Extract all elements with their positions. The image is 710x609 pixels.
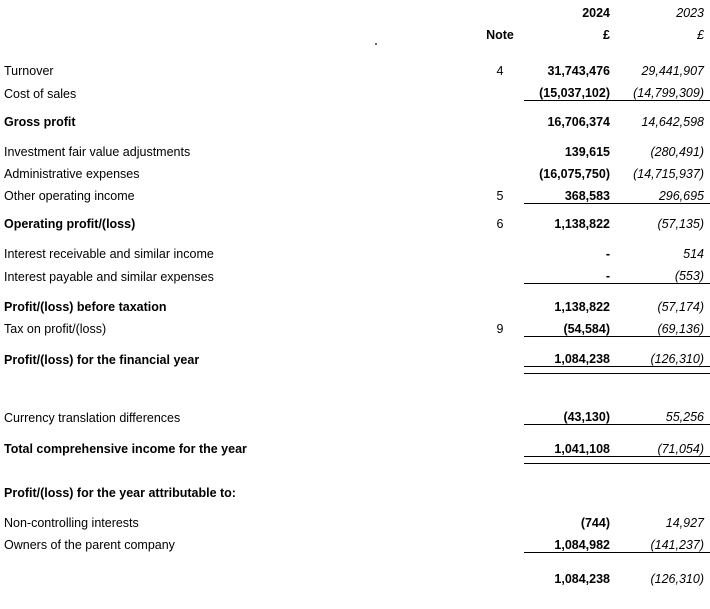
- row-note: [476, 508, 524, 530]
- spacer-row: [0, 42, 710, 56]
- row-value-prior: (553): [674, 269, 704, 283]
- row-note: [476, 564, 524, 586]
- row-value-current: -: [605, 247, 610, 261]
- row-label: Interest payable and similar expenses: [4, 269, 214, 284]
- row-label: Interest receivable and similar income: [4, 247, 214, 261]
- row-note: [476, 239, 524, 261]
- row-label: Profit/(loss) for the year attributable to:: [4, 485, 236, 500]
- row-label: Administrative expenses: [4, 166, 140, 181]
- table-row: [0, 344, 710, 367]
- row-value-prior: (126,310): [650, 572, 704, 586]
- subtotal-rule-row: [0, 425, 710, 434]
- rule-prior: [618, 552, 710, 564]
- row-value-current: 1,084,238: [554, 352, 610, 366]
- table-row: [0, 530, 710, 553]
- spacer-cell: [0, 231, 710, 239]
- row-label: Operating profit/(loss): [4, 217, 136, 231]
- row-note: [476, 292, 524, 314]
- row-value-prior: (126,310): [650, 352, 704, 366]
- rule-blank-note: [476, 367, 524, 374]
- row-value-current: 1,138,822: [554, 299, 610, 314]
- table-row: [0, 137, 710, 159]
- rule-blank-label: [0, 367, 476, 374]
- subtotal-rule-row: [0, 552, 710, 564]
- double-rule-current: [524, 367, 618, 374]
- row-value-current: (43,130): [563, 410, 610, 424]
- row-note: [476, 78, 524, 101]
- rule-blank-label: [0, 552, 476, 564]
- row-value-current: 16,706,374: [547, 114, 610, 129]
- page-artifact-dot: [375, 43, 377, 45]
- table-row: [0, 261, 710, 284]
- row-label: Gross profit: [4, 114, 76, 129]
- total-double-rule-row: [0, 456, 710, 463]
- table-row: [0, 181, 710, 204]
- spacer-row: [0, 374, 710, 403]
- table-row: [0, 239, 710, 261]
- table-row: [0, 56, 710, 78]
- rule-prior: [618, 336, 710, 344]
- row-value-prior: (57,174): [657, 299, 704, 314]
- header-year-prior: 2023: [676, 6, 704, 20]
- rule-blank-label: [0, 284, 476, 292]
- row-value-prior: (57,135): [657, 217, 704, 231]
- spacer-row: [0, 463, 710, 478]
- row-note: [476, 478, 524, 500]
- row-note: 6: [496, 217, 504, 231]
- spacer-cell: [0, 500, 710, 508]
- row-label: Other operating income: [4, 189, 135, 203]
- header-blank-note: [476, 0, 524, 20]
- rule-current: [524, 425, 618, 434]
- rule-current: [524, 284, 618, 292]
- rule-current: [524, 336, 618, 344]
- row-note: [476, 137, 524, 159]
- row-value-prior: (280,491): [650, 144, 704, 159]
- table-row: [0, 478, 710, 500]
- row-label: Tax on profit/(loss): [4, 322, 107, 336]
- row-label: Currency translation differences: [4, 410, 181, 425]
- rule-blank-label: [0, 336, 476, 344]
- row-value-current: -: [605, 269, 610, 283]
- row-value-current: (54,584): [563, 321, 610, 336]
- row-label: Cost of sales: [4, 86, 77, 101]
- double-rule-prior: [618, 367, 710, 374]
- spacer-cell: [0, 463, 710, 478]
- total-double-rule-row: [0, 367, 710, 374]
- rule-blank-label: [0, 425, 476, 434]
- row-label: Owners of the parent company: [4, 538, 175, 552]
- double-rule-current: [524, 456, 618, 463]
- header-currency-current: £: [603, 28, 610, 42]
- table-row: [0, 508, 710, 530]
- spacer-cell: [0, 42, 710, 56]
- row-value-prior: (69,136): [657, 321, 704, 336]
- rule-blank-note: [476, 336, 524, 344]
- row-label: [0, 564, 476, 586]
- row-value-prior: 296,695: [658, 188, 704, 203]
- rule-prior: [618, 425, 710, 434]
- row-note: 4: [496, 64, 504, 78]
- rule-blank-note: [476, 552, 524, 564]
- row-value-current: 1,041,108: [554, 441, 610, 456]
- row-value-prior: (14,799,309): [633, 86, 704, 100]
- row-note: [476, 107, 524, 129]
- header-blank-label: [0, 0, 476, 20]
- spacer-row: [0, 500, 710, 508]
- table-row: [0, 107, 710, 129]
- table-row: [0, 434, 710, 457]
- rule-current: [524, 552, 618, 564]
- table-header-years: [0, 0, 710, 20]
- table-header-currency: [0, 20, 710, 42]
- row-note: [476, 434, 524, 457]
- row-value-current: [524, 478, 618, 500]
- row-value-prior: 55,256: [665, 410, 704, 424]
- table-row: [0, 159, 710, 181]
- row-label: Total comprehensive income for the year: [4, 442, 247, 456]
- spacer-cell: [0, 129, 710, 137]
- row-value-current: 1,138,822: [554, 217, 610, 231]
- row-value-current: 139,615: [564, 144, 610, 159]
- row-note: [476, 530, 524, 553]
- spacer-cell: [0, 374, 710, 403]
- header-blank-label-2: [0, 20, 476, 42]
- row-value-prior: [618, 478, 710, 500]
- row-value-prior: (71,054): [657, 441, 704, 456]
- spacer-row: [0, 231, 710, 239]
- rule-prior: [618, 284, 710, 292]
- spacer-row: [0, 129, 710, 137]
- table-row: [0, 209, 710, 231]
- header-year-current: 2024: [582, 6, 610, 20]
- rule-blank-note: [476, 284, 524, 292]
- row-label: Profit/(loss) before taxation: [4, 299, 167, 314]
- header-note-label: Note: [486, 28, 514, 42]
- row-note: [476, 159, 524, 181]
- subtotal-rule-row: [0, 284, 710, 292]
- subtotal-rule-row: [0, 336, 710, 344]
- table-row: [0, 314, 710, 337]
- double-rule-prior: [618, 456, 710, 463]
- rule-blank-label: [0, 456, 476, 463]
- row-value-current: 368,583: [564, 188, 610, 203]
- row-value-prior: 14,927: [665, 515, 704, 530]
- row-value-prior: (141,237): [650, 537, 704, 552]
- row-value-current: (744): [580, 515, 610, 530]
- row-note: [476, 344, 524, 367]
- row-value-prior: 514: [683, 247, 704, 261]
- row-label: Turnover: [4, 64, 54, 78]
- rule-blank-note: [476, 425, 524, 434]
- row-value-current: 31,743,476: [547, 64, 610, 78]
- row-value-current: 1,084,238: [554, 572, 610, 586]
- row-note: [476, 402, 524, 425]
- table-row: [0, 292, 710, 314]
- row-value-current: 1,084,982: [554, 537, 610, 552]
- row-value-current: (15,037,102): [539, 86, 610, 100]
- table-row: [0, 564, 710, 586]
- row-note: 5: [496, 189, 504, 203]
- header-currency-prior: £: [697, 28, 704, 42]
- row-value-current: (16,075,750): [539, 166, 610, 181]
- row-value-prior: (14,715,937): [633, 166, 704, 181]
- row-label: Investment fair value adjustments: [4, 144, 191, 159]
- table-row: [0, 402, 710, 425]
- row-label: Non-controlling interests: [4, 515, 139, 530]
- row-value-prior: 14,642,598: [641, 114, 704, 129]
- row-note: 9: [496, 322, 504, 336]
- row-note: [476, 261, 524, 284]
- row-label: Profit/(loss) for the financial year: [4, 352, 200, 367]
- row-value-prior: 29,441,907: [641, 64, 704, 78]
- table-row: [0, 78, 710, 101]
- rule-blank-note: [476, 456, 524, 463]
